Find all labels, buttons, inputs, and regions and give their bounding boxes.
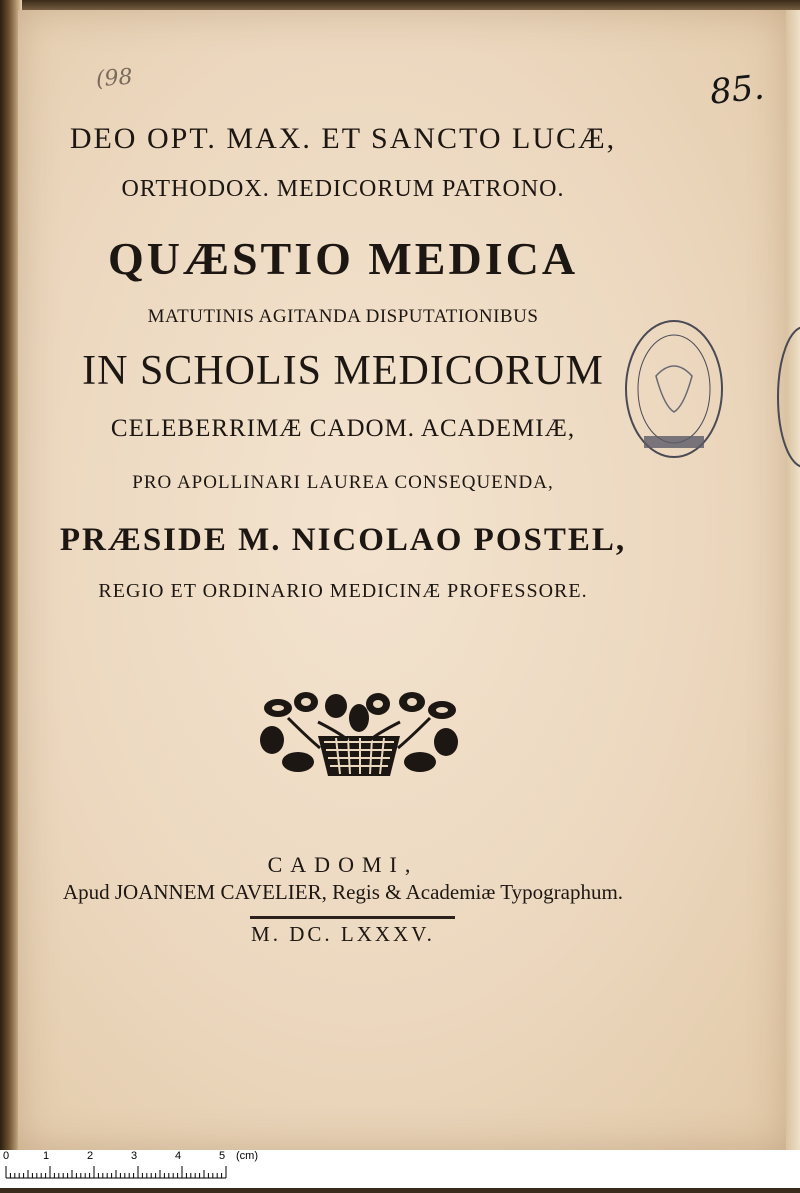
scale-ruler	[0, 1150, 800, 1188]
ruler-label-3: 3	[131, 1150, 138, 1162]
imprint-date: M. DC. LXXXV.	[251, 922, 435, 946]
ruler-label-0: 0	[3, 1150, 10, 1162]
next-page-edge	[786, 10, 800, 1150]
ruler-label-2: 2	[87, 1150, 94, 1162]
ruler-label-4: 4	[175, 1150, 182, 1162]
subtitle: MATUTINIS AGITANDA DISPUTATIONIBUS	[147, 306, 539, 327]
partial-stamp-icon	[770, 322, 800, 472]
ruler-label-5: 5	[219, 1150, 226, 1162]
main-title: QUÆSTIO MEDICA	[107, 233, 579, 284]
president-line: PRÆSIDE M. NICOLAO POSTEL,	[59, 522, 627, 558]
imprint-city: CADOMI,	[267, 852, 419, 877]
handwritten-note-left: (98	[95, 64, 134, 93]
ruler-ticks	[0, 1150, 800, 1188]
imprint-printer: Apud JOANNEM CAVELIER, Regis & Academiæ Typographum.	[62, 880, 624, 904]
title-page	[18, 10, 790, 1150]
ruler-unit: (cm)	[236, 1150, 258, 1162]
flower-basket-ornament-icon	[258, 688, 460, 780]
location-line: IN SCHOLIS MEDICORUM	[82, 348, 604, 394]
library-stamp-icon	[622, 316, 726, 462]
ruler-label-1: 1	[43, 1150, 50, 1162]
handwritten-folio-number: 85.	[708, 67, 767, 113]
dedication-line-1: DEO OPT. MAX. ET SANCTO LUCÆ,	[69, 122, 617, 155]
academy-line: CELEBERRIMÆ CADOM. ACADEMIÆ,	[110, 415, 576, 442]
imprint-rule	[250, 916, 455, 919]
dedication-line-2: ORTHODOX. MEDICORUM PATRONO.	[121, 176, 565, 202]
purpose-line: PRO APOLLINARI LAUREA CONSEQUENDA,	[132, 472, 554, 493]
professor-line: REGIO ET ORDINARIO MEDICINÆ PROFESSORE.	[98, 580, 588, 602]
